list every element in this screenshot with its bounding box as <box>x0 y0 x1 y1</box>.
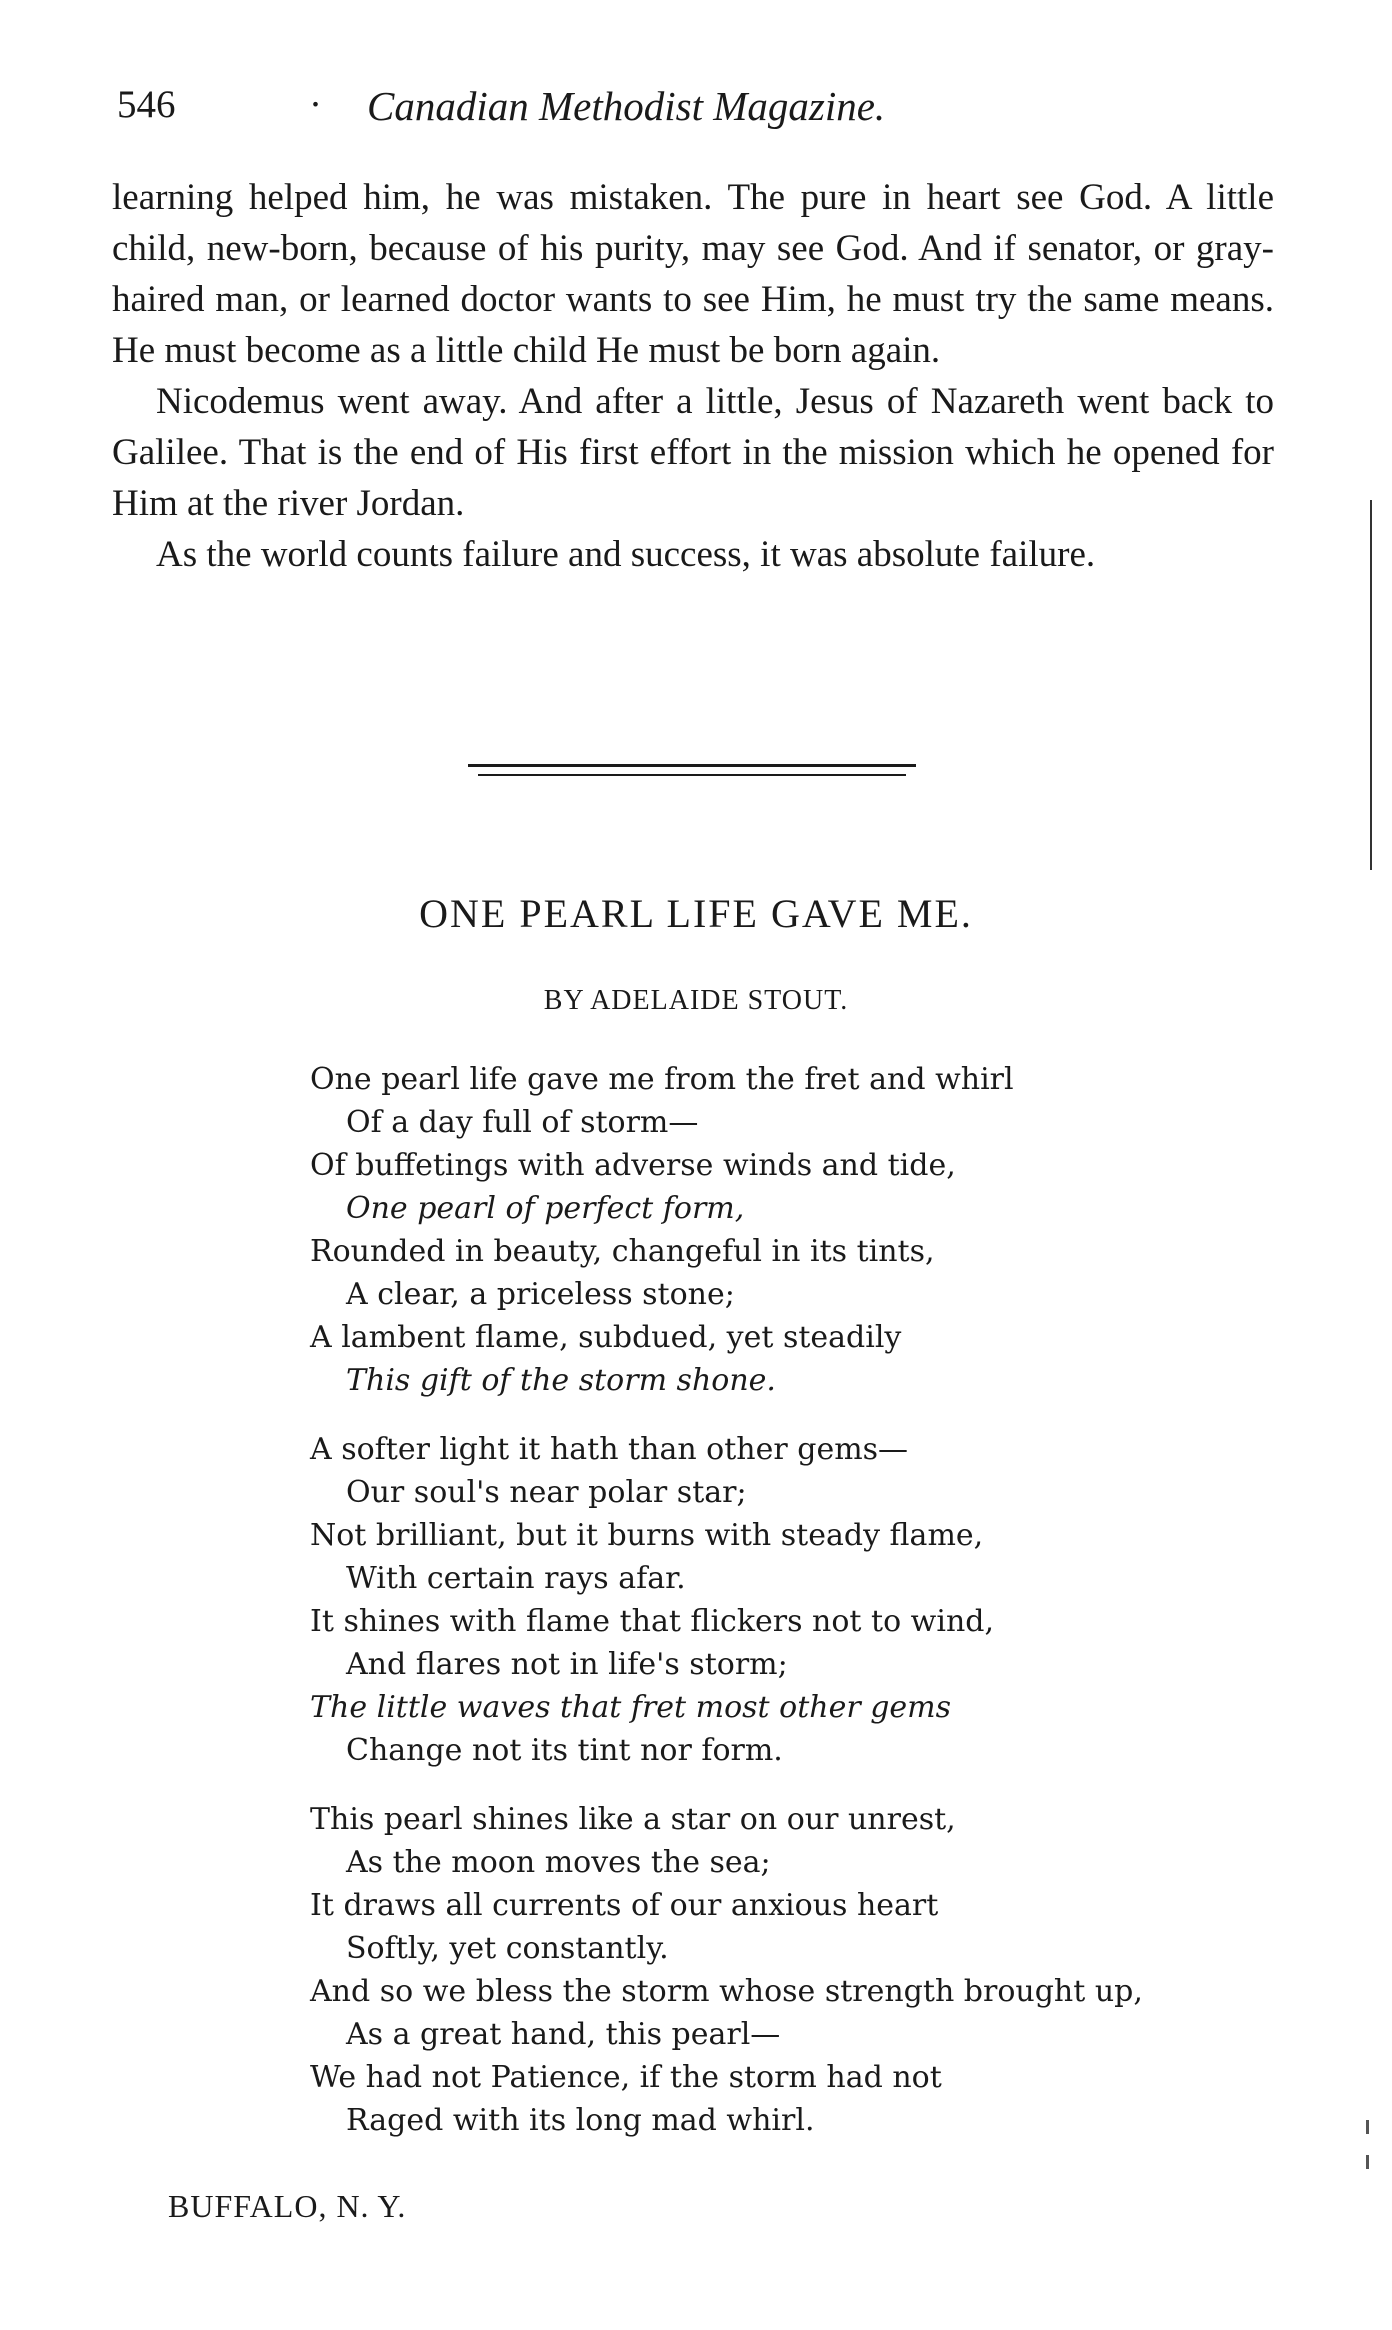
poem-line: A clear, a priceless stone; <box>346 1277 735 1312</box>
poem-byline: BY ADELAIDE STOUT. <box>543 985 849 1016</box>
article-ending <box>112 172 1274 580</box>
prose-paragraph: Nicodemus went away. And after a little, Jesus of Nazareth went back to Galilee. That is the end of His first effort in the mission which he opened for Him at the river Jordan. <box>112 381 1274 524</box>
poem-line: And flares not in life's storm; <box>346 1647 788 1682</box>
section-divider-bottom <box>478 774 906 776</box>
running-title: Canadian Methodist Magazine. <box>367 83 886 129</box>
poem-line: Rounded in beauty, changeful in its tints, <box>310 1234 935 1269</box>
poem-title: ONE PEARL LIFE GAVE ME. <box>419 891 973 936</box>
margin-tick <box>1366 2120 1369 2134</box>
poem-line: Change not its tint nor form. <box>346 1733 783 1768</box>
header-dot: · <box>309 83 322 126</box>
poem-line: The little waves that fret most other gems <box>310 1690 952 1725</box>
poem-body <box>310 1058 1210 2168</box>
page-header <box>117 82 1267 142</box>
poem-line: This pearl shines like a star on our unrest, <box>310 1802 956 1837</box>
page-number: 546 <box>117 83 176 126</box>
poem-stanza <box>310 1428 1210 1772</box>
poem-line: Our soul's near polar star; <box>346 1475 747 1510</box>
poem-line: We had not Patience, if the storm had not <box>310 2060 942 2095</box>
poem-line: With certain rays afar. <box>346 1561 686 1596</box>
poem-line: One pearl life gave me from the fret and whirl <box>310 1062 1014 1097</box>
poem-line: A lambent flame, subdued, yet steadily <box>310 1320 902 1355</box>
poem-line: As the moon moves the sea; <box>346 1845 771 1880</box>
section-divider-top <box>468 764 916 767</box>
poem-line: It draws all currents of our anxious heart <box>310 1888 939 1923</box>
poem-line: One pearl of perfect form, <box>346 1191 745 1226</box>
poem-line: It shines with flame that flickers not to wind, <box>310 1604 995 1639</box>
poem-stanza <box>310 1798 1210 2142</box>
poem-line: As a great hand, this pearl— <box>346 2017 781 2052</box>
poem-line: Of a day full of storm— <box>346 1105 699 1140</box>
margin-rule <box>1370 500 1372 870</box>
poem-line: Not brilliant, but it burns with steady flame, <box>310 1518 984 1553</box>
poem-line: Of buffetings with adverse winds and tide, <box>310 1148 956 1183</box>
poem-line: Raged with its long mad whirl. <box>346 2103 815 2138</box>
poem-line: And so we bless the storm whose strength brought up, <box>310 1974 1143 2009</box>
poem-line: Softly, yet constantly. <box>346 1931 669 1966</box>
poem-stanza <box>310 1058 1210 1402</box>
margin-tick <box>1366 2155 1369 2169</box>
poem-line: This gift of the storm shone. <box>346 1363 776 1398</box>
prose-paragraph: learning helped him, he was mistaken. The pure in heart see God. A little child, new-born, because of his purity, may see God. And if senator, or gray-haired man, or learned doctor wants to see Him, he must try the same means. He must become as a little child He must be born again. <box>112 177 1274 371</box>
poem-signature: BUFFALO, N. Y. <box>168 2188 407 2224</box>
poem-line: A softer light it hath than other gems— <box>310 1432 909 1467</box>
prose-paragraph: As the world counts failure and success, it was absolute failure. <box>156 534 1096 575</box>
